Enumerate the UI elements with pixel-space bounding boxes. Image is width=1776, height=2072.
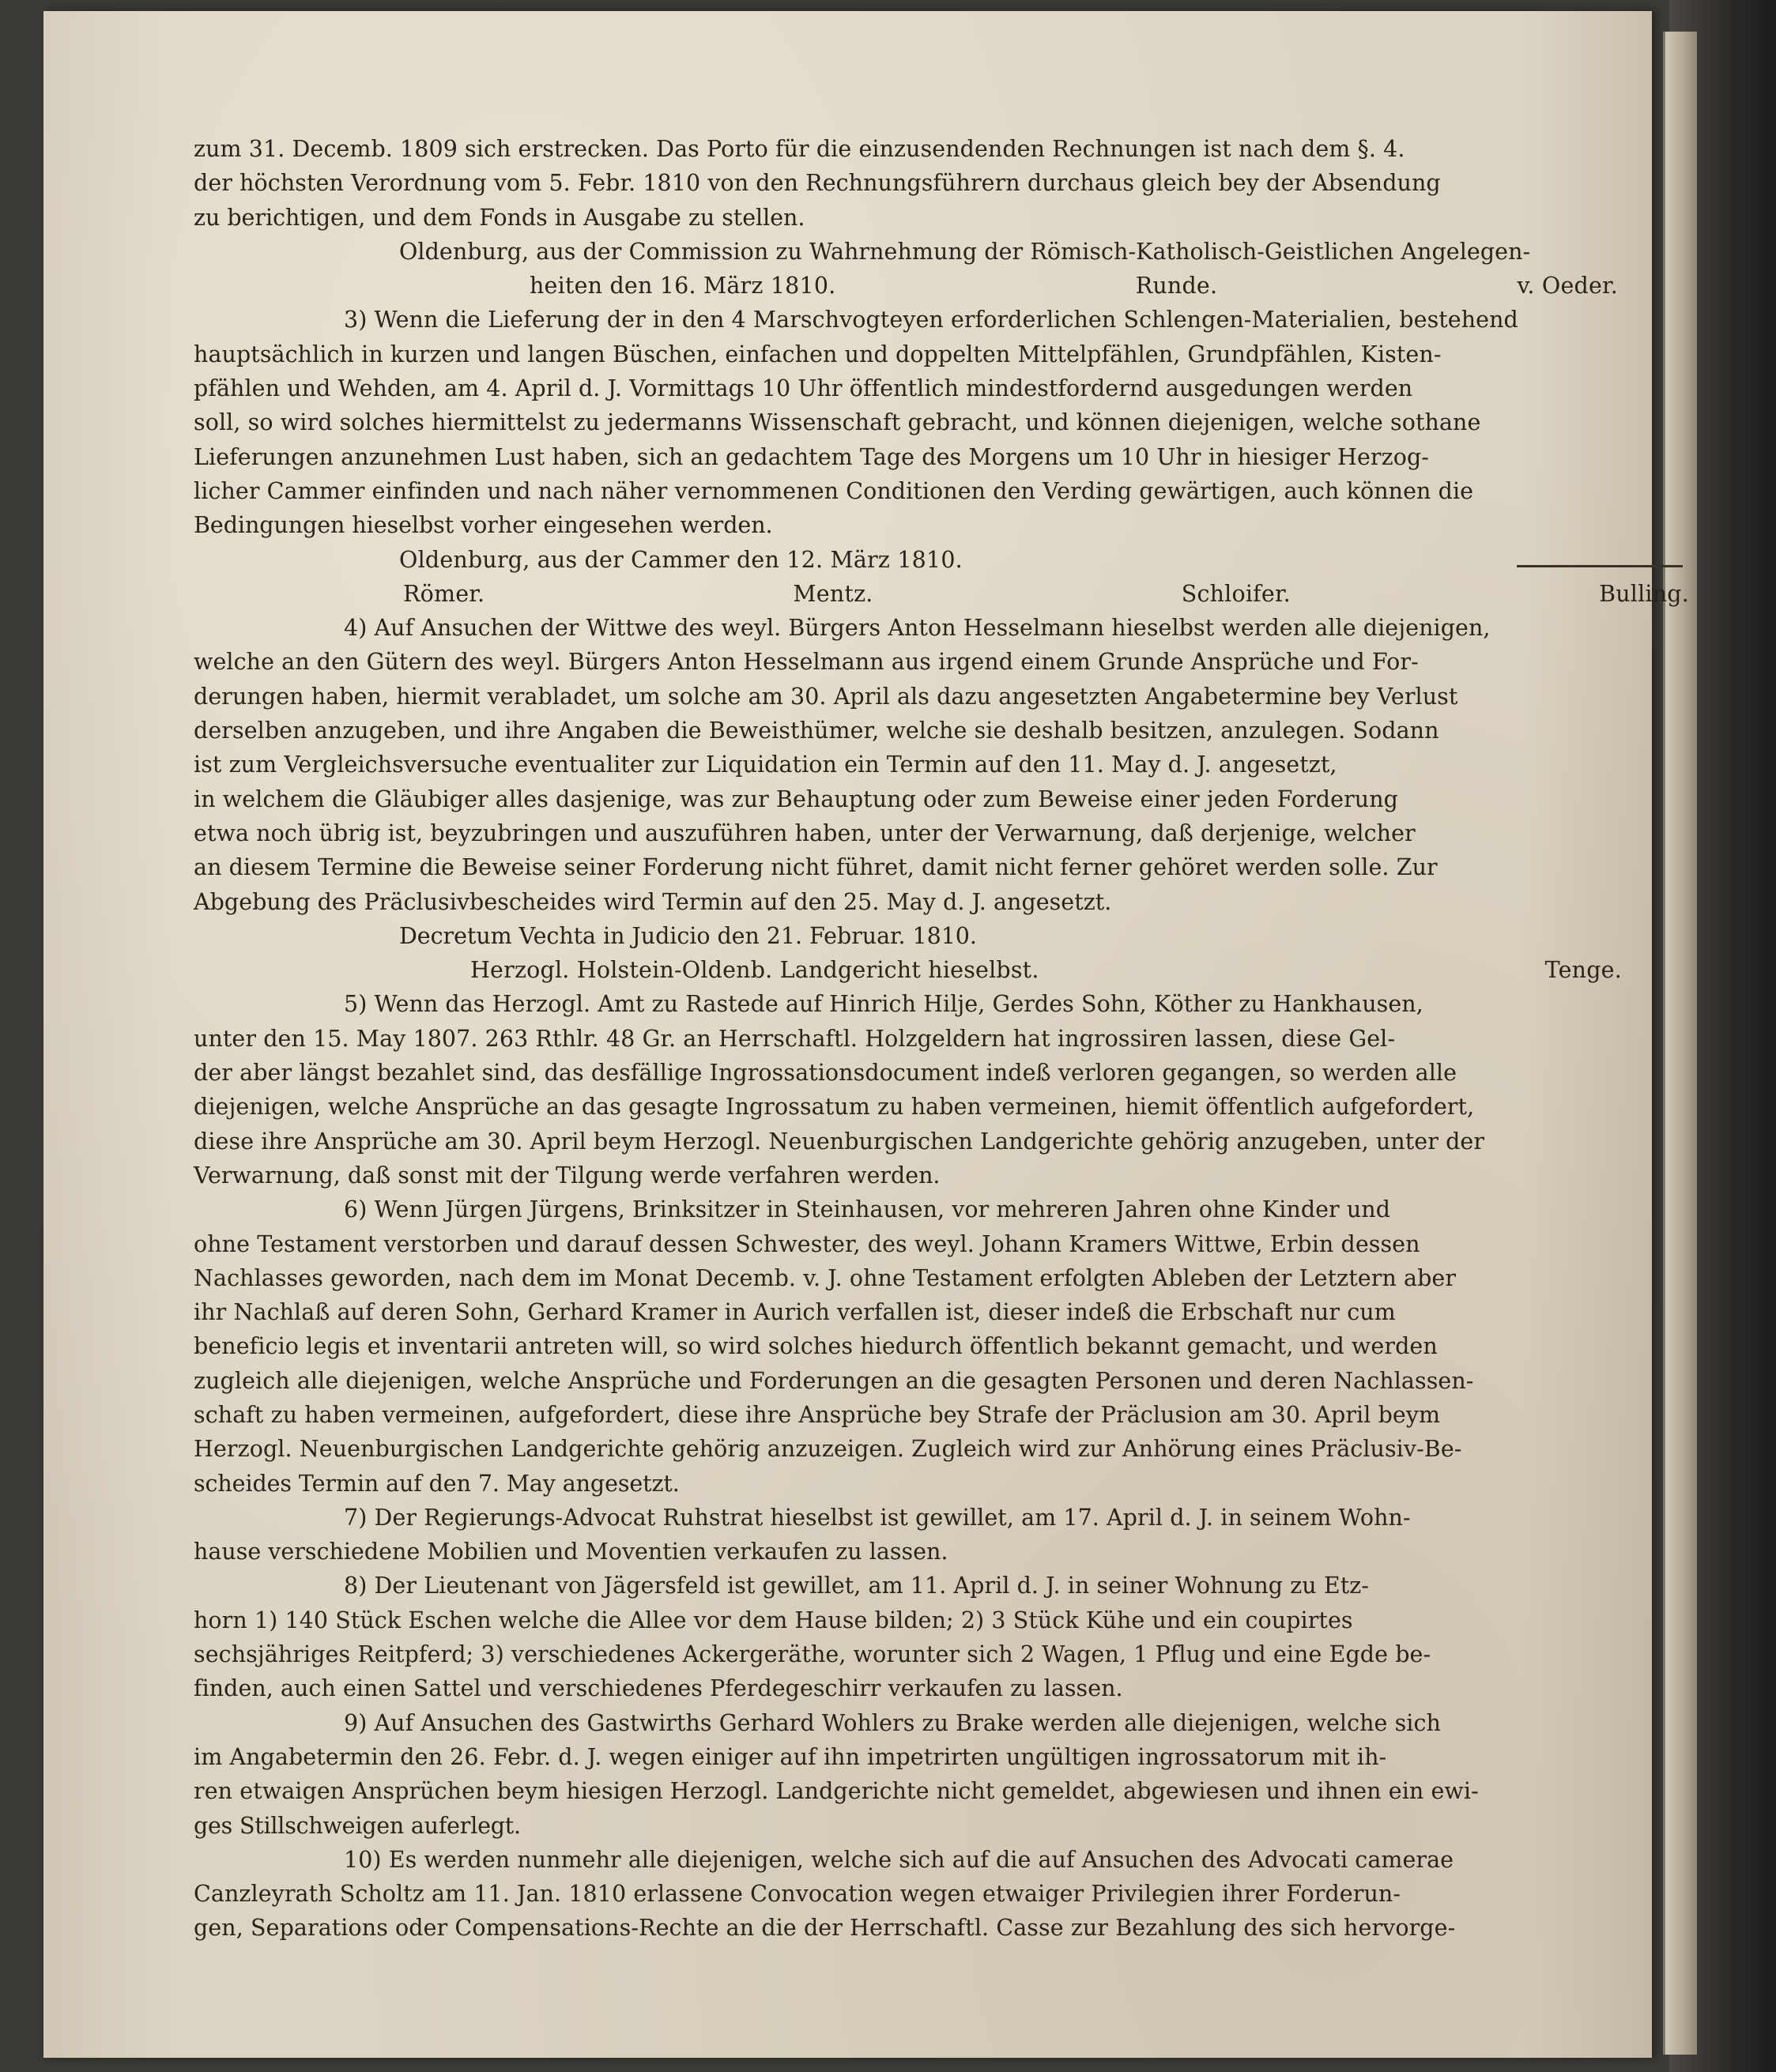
- notice10-line: Canzleyrath Scholtz am 11. Jan. 1810 erlassene Convocation wegen etwaiger Privilegien ihrer Forderun-: [194, 1881, 1401, 1908]
- notice10-line: 10) Es werden nunmehr alle diejenigen, welche sich auf die auf Ansuchen des Advocati camerae: [344, 1846, 1454, 1873]
- signature-row: [194, 269, 1689, 303]
- notice4-line: derselben anzugeben, und ihre Angaben die Beweisthümer, welche sie deshalb besitzen, anzulegen. Sodann: [194, 718, 1439, 744]
- place-row: [194, 543, 1689, 577]
- notice6-line: schaft zu haben vermeinen, aufgefordert, diese ihre Ansprüche bey Strafe der Präclusion am 30. April beym: [194, 1401, 1441, 1428]
- notice9-line: 9) Auf Ansuchen des Gastwirths Gerhard Wohlers zu Brake werden alle diejenigen, welche sich: [344, 1709, 1441, 1736]
- notice5-line: Verwarnung, daß sonst mit der Tilgung werde verfahren werden.: [194, 1162, 941, 1189]
- signer-bulling: Bulling.: [1599, 580, 1689, 607]
- place-date-line-2: heiten den 16. März 1810.: [530, 273, 836, 299]
- notice9-line: im Angabetermin den 26. Febr. d. J. wegen einiger auf ihn impetrirten ungültigen ingrossatorum mit ih-: [194, 1743, 1387, 1770]
- notice4-line: ist zum Vergleichsversuche eventualiter zur Liquidation ein Termin auf den 11. May d. J. angesetzt,: [194, 752, 1337, 778]
- document-page: [43, 11, 1689, 2058]
- notice5-line: diejenigen, welche Ansprüche an das gesagte Ingrossatum zu haben vermeinen, hiemit öffentlich aufgefordert,: [194, 1094, 1475, 1121]
- signature-row: [194, 953, 1689, 987]
- notice9-line: ges Stillschweigen auferlegt.: [194, 1812, 521, 1839]
- notice5-line: diese ihre Ansprüche am 30. April beym Herzogl. Neuenburgischen Landgerichte gehörig anzugeben, unter der: [194, 1128, 1485, 1155]
- notice3-line: hauptsächlich in kurzen und langen Büschen, einfachen und doppelten Mittelpfählen, Grundpfählen, Kisten-: [194, 341, 1442, 367]
- place-date-line: Oldenburg, aus der Cammer den 12. März 1810.: [399, 546, 963, 573]
- place-date-line: Oldenburg, aus der Commission zu Wahrnehmung der Römisch-Katholisch-Geistlichen Angelegen-: [399, 238, 1531, 265]
- notice6-line: 6) Wenn Jürgen Jürgens, Brinksitzer in Steinhausen, vor mehreren Jahren ohne Kinder und: [344, 1196, 1390, 1223]
- notice4-line: 4) Auf Ansuchen der Wittwe des weyl. Bürgers Anton Hesselmann hieselbst werden alle diejenigen,: [344, 615, 1491, 642]
- notice5-line: der aber längst bezahlet sind, das desfällige Ingrossationsdocument indeß verloren gegangen, so werden alle: [194, 1060, 1457, 1087]
- notice7-line: hause verschiedene Mobilien und Moventien verkaufen zu lassen.: [194, 1539, 948, 1565]
- notice4-line: in welchem die Gläubiger alles dasjenige, was zur Behauptung oder zum Beweise einer jeden Forderung: [194, 785, 1398, 812]
- signer-runde: Runde.: [1135, 273, 1218, 299]
- notice5-line: 5) Wenn das Herzogl. Amt zu Rastede auf Hinrich Hilje, Gerdes Sohn, Köther zu Hankhausen,: [344, 991, 1423, 1018]
- notice4-line: etwa noch übrig ist, beyzubringen und auszuführen haben, unter der Verwarnung, daß derjenige, welcher: [194, 819, 1416, 846]
- continuation-line: zum 31. Decemb. 1809 sich erstrecken. Das Porto für die einzusendenden Rechnungen ist nach dem §. 4.: [194, 136, 1405, 162]
- notice3-line: 3) Wenn die Lieferung der in den 4 Marschvogteyen erforderlichen Schlengen-Materialien, bestehend: [344, 307, 1518, 333]
- document-text: [194, 132, 1689, 1946]
- notice7-line: 7) Der Regierungs-Advocat Ruhstrat hieselbst ist gewillet, am 17. April d. J. in seinem Wohn-: [344, 1504, 1411, 1531]
- signer-oeder: v. Oeder.: [1517, 273, 1618, 299]
- place-date-line: Decretum Vechta in Judicio den 21. Februar. 1810.: [399, 922, 977, 949]
- notice10-line: gen, Separations oder Compensations-Rechte an die der Herrschaftl. Casse zur Bezahlung des sich hervorge-: [194, 1915, 1456, 1942]
- court-name: Herzogl. Holstein-Oldenb. Landgericht hieselbst.: [470, 957, 1039, 984]
- notice4-line: an diesem Termine die Beweise seiner Forderung nicht führet, damit nicht ferner gehöret werden solle. Zur: [194, 854, 1438, 881]
- notice6-line: Nachlasses geworden, nach dem im Monat Decemb. v. J. ohne Testament erfolgten Ableben der Letztern aber: [194, 1264, 1457, 1291]
- signature-row: [194, 577, 1689, 611]
- signer-tenge: Tenge.: [1544, 957, 1622, 984]
- notice6-line: beneficio legis et inventarii antreten will, so wird solches hiedurch öffentlich bekannt gemacht, und werden: [194, 1333, 1438, 1360]
- notice5-line: unter den 15. May 1807. 263 Rthlr. 48 Gr. an Herrschaftl. Holzgeldern hat ingrossiren lassen, diese Gel-: [194, 1025, 1396, 1052]
- continuation-line: zu berichtigen, und dem Fonds in Ausgabe zu stellen.: [194, 204, 805, 231]
- notice6-line: zugleich alle diejenigen, welche Ansprüche und Forderungen an die gesagten Personen und deren Nachlassen-: [194, 1367, 1474, 1394]
- notice6-line: Herzogl. Neuenburgischen Landgerichte gehörig anzuzeigen. Zugleich wird zur Anhörung eines Präclusiv-Be-: [194, 1436, 1462, 1463]
- notice4-line: derungen haben, hiermit verabladet, um solche am 30. April als dazu angesetzten Angabetermine bey Verlust: [194, 683, 1458, 710]
- signer-roemer: Römer.: [403, 580, 485, 607]
- notice8-line: horn 1) 140 Stück Eschen welche die Allee vor dem Hause bilden; 2) 3 Stück Kühe und ein coupirtes: [194, 1607, 1353, 1633]
- notice3-line: licher Cammer einfinden und nach näher vernommenen Conditionen den Verding gewärtigen, auch können die: [194, 477, 1474, 504]
- notice6-line: scheides Termin auf den 7. May angesetzt.: [194, 1470, 680, 1497]
- notice6-line: ohne Testament verstorben und darauf dessen Schwester, des weyl. Johann Kramers Wittwe, Erbin dessen: [194, 1230, 1420, 1257]
- notice8-line: 8) Der Lieutenant von Jägersfeld ist gewillet, am 11. April d. J. in seiner Wohnung zu Etz-: [344, 1573, 1370, 1599]
- notice9-line: ren etwaigen Ansprüchen beym hiesigen Herzogl. Landgerichte nicht gemeldet, abgewiesen und ihnen ein ewi-: [194, 1778, 1479, 1805]
- signer-schloifer: Schloifer.: [1181, 580, 1291, 607]
- notice3-line: soll, so wird solches hiermittelst zu jedermanns Wissenschaft gebracht, und können diejenigen, welche sothane: [194, 409, 1481, 436]
- notice3-line: Bedingungen hieselbst vorher eingesehen werden.: [194, 512, 773, 539]
- notice8-line: sechsjähriges Reitpferd; 3) verschiedenes Ackergeräthe, worunter sich 2 Wagen, 1 Pflug und eine Egde be-: [194, 1641, 1431, 1668]
- notice6-line: ihr Nachlaß auf deren Sohn, Gerhard Kramer in Aurich verfallen ist, dieser indeß die Erbschaft nur cum: [194, 1299, 1396, 1326]
- notice3-line: pfählen und Wehden, am 4. April d. J. Vormittags 10 Uhr öffentlich mindestfordernd ausgedungen werden: [194, 375, 1413, 402]
- signer-mentz: Mentz.: [793, 580, 873, 607]
- notice4-line: Abgebung des Präclusivbescheides wird Termin auf den 25. May d. J. angesetzt.: [194, 888, 1112, 915]
- continuation-line: der höchsten Verordnung vom 5. Febr. 1810 von den Rechnungsführern durchaus gleich bey der Absendung: [194, 170, 1441, 197]
- notice8-line: finden, auch einen Sattel und verschiedenes Pferdegeschirr verkaufen zu lassen.: [194, 1675, 1123, 1702]
- notice4-line: welche an den Gütern des weyl. Bürgers Anton Hesselmann aus irgend einem Grunde Ansprüche und For-: [194, 649, 1419, 676]
- notice3-line: Lieferungen anzunehmen Lust haben, sich an gedachtem Tage des Morgens um 10 Uhr in hiesiger Herzog-: [194, 443, 1429, 470]
- separator-rule: [1517, 565, 1683, 567]
